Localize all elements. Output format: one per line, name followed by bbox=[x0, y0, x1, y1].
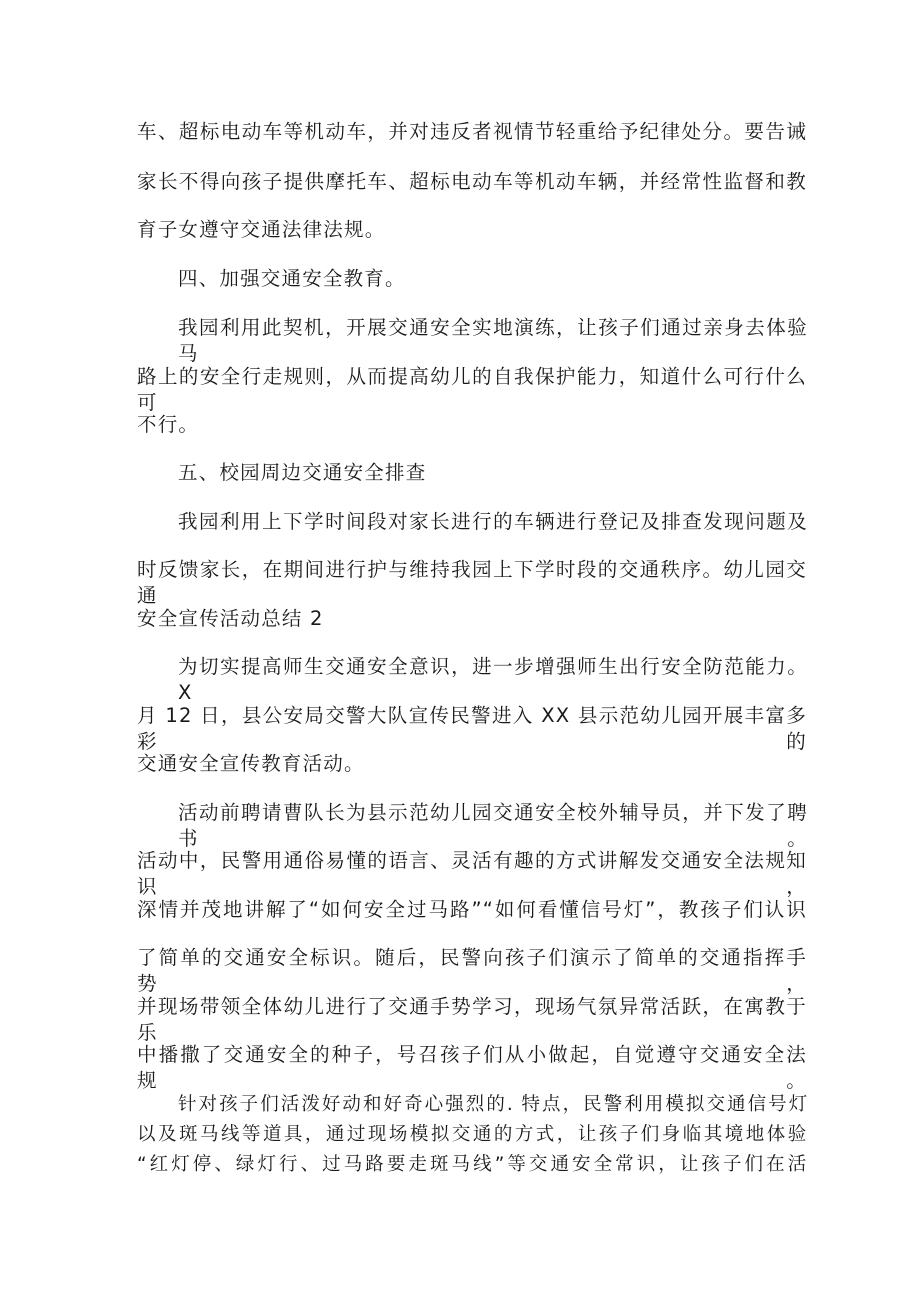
text-line: 中播撒了交通安全的种子，号召孩子们从小做起，自觉遵守交通安全法规。 bbox=[137, 1043, 807, 1092]
text-line: 活动前聘请曹队长为县示范幼儿园交通安全校外辅导员，并下发了聘书。 bbox=[178, 801, 808, 850]
text-line: 家长不得向孩子提供摩托车、超标电动车等机动车辆，并经常性监督和教 bbox=[137, 170, 807, 193]
text-line: 车、超标电动车等机动车，并对违反者视情节轻重给予纪律处分。要告诫 bbox=[137, 120, 807, 143]
text-line: 月 12 日，县公安局交警大队宣传民警进入 XX 县示范幼儿园开展丰富多彩的 bbox=[137, 704, 807, 753]
text-line: 时反馈家长，在期间进行护与维持我园上下学时段的交通秩序。幼儿园交通 bbox=[137, 558, 807, 607]
section-heading: 四、加强交通安全教育。 bbox=[178, 267, 406, 290]
text-line: 针对孩子们活泼好动和好奇心强烈的. 特点，民警利用模拟交通信号灯 bbox=[178, 1094, 808, 1115]
text-line: 不行。 bbox=[137, 413, 200, 436]
text-line: 交通安全宣传教育活动。 bbox=[137, 752, 365, 775]
text-line: 我园利用此契机，开展交通安全实地演练，让孩子们通过亲身去体验马 bbox=[178, 316, 808, 365]
text-line: 以及斑马线等道具，通过现场模拟交通的方式，让孩子们身临其境地体验 bbox=[137, 1124, 807, 1145]
text-line: 为切实提高师生交通安全意识，进一步增强师生出行安全防范能力。X bbox=[178, 655, 808, 704]
text-line: “红灯停、绿灯行、过马路要走斑马线”等交通安全常识，让孩子们在活 bbox=[137, 1154, 807, 1175]
text-line: 安全宣传活动总结 2 bbox=[137, 607, 324, 630]
text-line: 并现场带领全体幼儿进行了交通手势学习，现场气氛异常活跃，在寓教于乐 bbox=[137, 995, 807, 1044]
text-line: 深情并茂地讲解了“如何安全过马路”“如何看懂信号灯”，教孩子们认识 bbox=[137, 898, 807, 921]
text-line: 路上的安全行走规则，从而提高幼儿的自我保护能力，知道什么可行什么可 bbox=[137, 365, 807, 414]
text-line: 活动中，民警用通俗易懂的语言、灵活有趣的方式讲解发交通安全法规知识， bbox=[137, 849, 807, 898]
text-line: 我园利用上下学时间段对家长进行的车辆进行登记及排查发现问题及 bbox=[178, 510, 808, 533]
text-line: 了简单的交通安全标识。随后，民警向孩子们演示了简单的交通指挥手势， bbox=[137, 946, 807, 995]
text-line: 育子女遵守交通法律法规。 bbox=[137, 218, 386, 241]
section-heading: 五、校园周边交通安全排查 bbox=[178, 461, 427, 484]
